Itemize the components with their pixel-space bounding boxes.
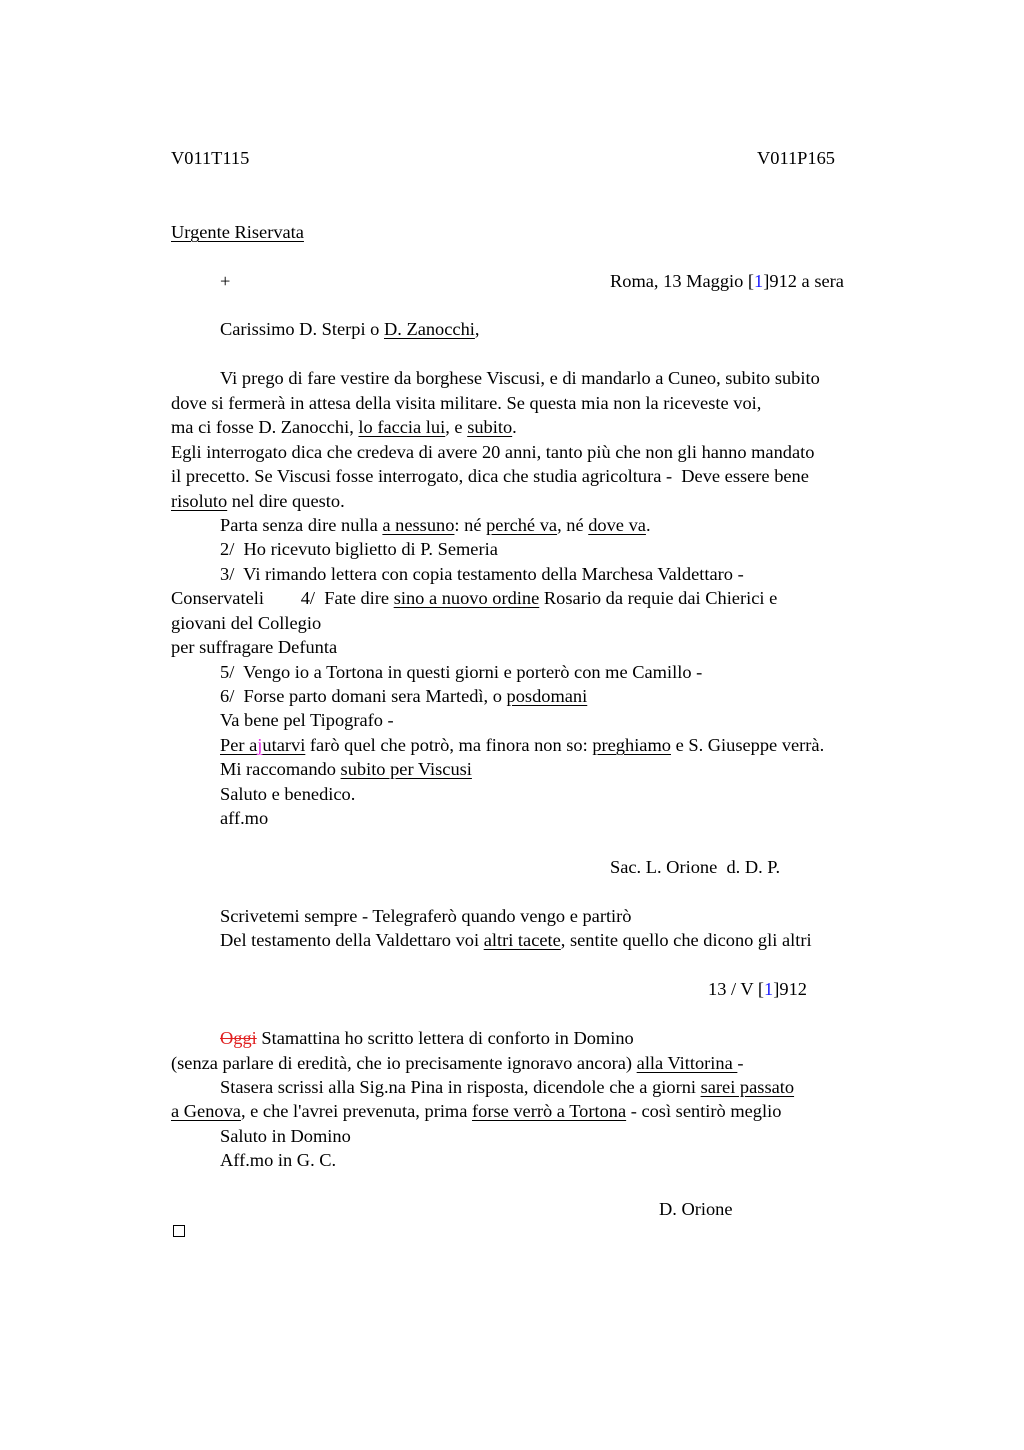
document-code-left: V011T115: [171, 148, 250, 168]
restored-digit: 1: [764, 979, 774, 999]
heading-urgent: Urgente Riservata: [171, 222, 304, 242]
body-line: ma ci fosse D. Zanocchi, lo faccia lui, e subito.: [171, 417, 517, 437]
body-line: il precetto. Se Viscusi fosse interrogato, dica che studia agricoltura - Deve essere bene: [171, 466, 809, 486]
signature-second: D. Orione: [659, 1199, 733, 1219]
end-marker-box: [173, 1225, 185, 1237]
body-line: dove si fermerà in attesa della visita militare. Se questa mia non la riceveste voi,: [171, 393, 762, 413]
body-line: Saluto e benedico.: [220, 784, 356, 804]
body-line: Mi raccomando subito per Viscusi: [220, 759, 472, 779]
restored-digit: 1: [754, 271, 764, 291]
body-line: 6/ Forse parto domani sera Martedì, o posdomani: [220, 686, 588, 706]
inserted-letter: j: [257, 735, 263, 755]
second-date: 13 / V [1]912: [708, 979, 807, 999]
body-line: 3/ Vi rimando lettera con copia testamento della Marchesa Valdettaro -: [220, 564, 744, 584]
second-letter-line: Oggi Stamattina ho scritto lettera di conforto in Domino: [220, 1028, 634, 1048]
postscript-line: Del testamento della Valdettaro voi altri tacete, sentite quello che dicono gli altri: [220, 930, 812, 950]
document-code-right: V011P165: [757, 148, 835, 168]
body-line: Va bene pel Tipografo -: [220, 710, 394, 730]
dateline: Roma, 13 Maggio [1]912 a sera: [610, 271, 844, 291]
body-line: Vi prego di fare vestire da borghese Viscusi, e di mandarlo a Cuneo, subito subito: [220, 368, 820, 388]
body-line: 5/ Vengo io a Tortona in questi giorni e porterò con me Camillo -: [220, 662, 703, 682]
signature-first: Sac. L. Orione d. D. P.: [610, 857, 781, 877]
body-line: risoluto nel dire questo.: [171, 491, 345, 511]
second-letter-line: Aff.mo in G. C.: [220, 1150, 337, 1170]
second-letter-line: a Genova, e che l'avrei prevenuta, prima forse verrò a Tortona - così sentirò meglio: [171, 1101, 782, 1121]
body-line: Per ajutarvi farò quel che potrò, ma finora non so: preghiamo e S. Giuseppe verrà.: [220, 735, 825, 755]
body-line: giovani del Collegio: [171, 613, 322, 633]
deleted-word: Oggi: [220, 1028, 257, 1048]
body-line: 2/ Ho ricevuto biglietto di P. Semeria: [220, 539, 498, 559]
salutation: Carissimo D. Sterpi o D. Zanocchi,: [220, 319, 480, 339]
body-line: Parta senza dire nulla a nessuno: né perché va, né dove va.: [220, 515, 651, 535]
cross-mark: +: [220, 271, 231, 291]
second-letter-line: (senza parlare di eredità, che io precisamente ignoravo ancora) alla Vittorina -: [171, 1053, 744, 1073]
second-letter-line: Saluto in Domino: [220, 1126, 351, 1146]
body-line: aff.mo: [220, 808, 269, 828]
body-line: Egli interrogato dica che credeva di avere 20 anni, tanto più che non gli hanno mandato: [171, 442, 815, 462]
body-line: per suffragare Defunta: [171, 637, 338, 657]
body-line: Conservateli 4/ Fate dire sino a nuovo ordine Rosario da requie dai Chierici e: [171, 588, 778, 608]
second-letter-line: Stasera scrissi alla Sig.na Pina in risposta, dicendole che a giorni sarei passato: [220, 1077, 795, 1097]
postscript-line: Scrivetemi sempre - Telegraferò quando vengo e partirò: [220, 906, 632, 926]
